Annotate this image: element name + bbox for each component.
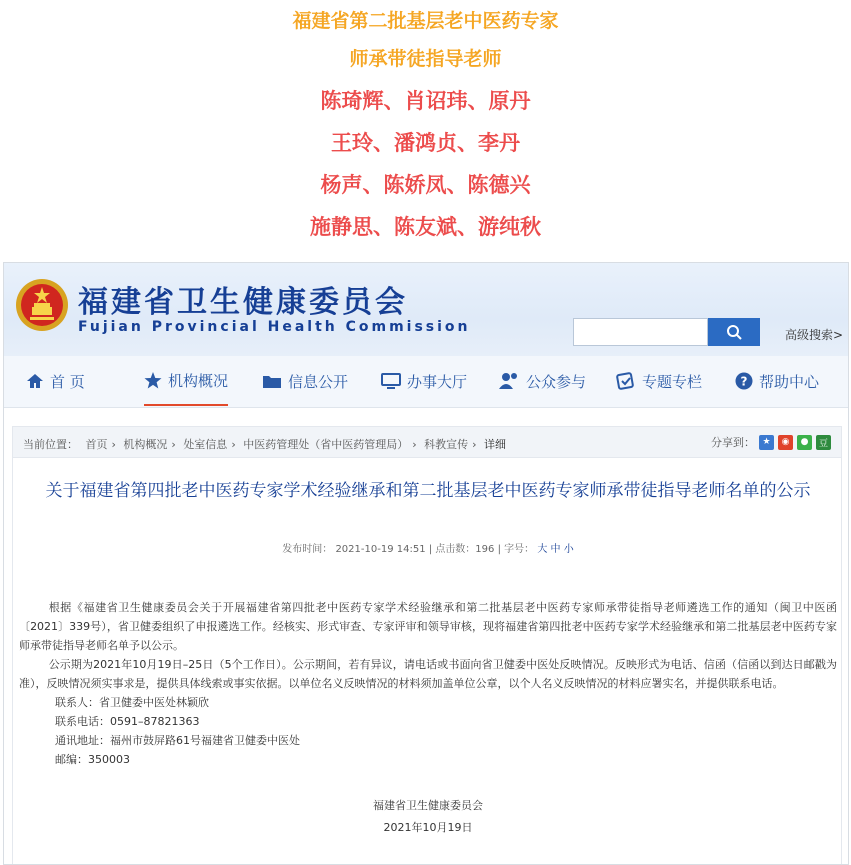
home-icon xyxy=(26,373,44,389)
breadcrumb-education[interactable]: 科教宣传 xyxy=(424,438,469,451)
font-small-button[interactable]: 小 xyxy=(563,544,574,555)
breadcrumb-home[interactable]: 首页 xyxy=(85,438,108,451)
search-button[interactable] xyxy=(708,318,760,346)
sign-org: 福建省卫生健康委员会 xyxy=(373,799,483,812)
article-body xyxy=(13,598,843,769)
font-medium-button[interactable]: 中 xyxy=(550,544,561,555)
paragraph-1: 根据《福建省卫生健康委员会关于开展福建省第四批老中医药专家学术经验继承和第二批基层老中医药专家师承带徒指导老师遴选工作的通知（闽卫中医函〔2021〕339号），省卫健委组织了申报遴选工作。经核实、形式审查、专家评审和领导审核，现将福建省第四批老中医药专家学术经验继承和第二批基层老中医药专家师承带徒指导老师名单予以公示。 xyxy=(19,601,837,652)
breadcrumb-prefix: 当前位置： xyxy=(23,438,78,451)
banner-names-2: 王玲、潘鸿贞、李丹 xyxy=(331,131,520,155)
contact-phone: 联系电话：0591–87821363 xyxy=(55,715,200,728)
search-input[interactable] xyxy=(573,318,708,346)
search-icon xyxy=(726,324,742,340)
article-container xyxy=(12,458,842,865)
breadcrumb-tcm-office[interactable]: 中医药管理处（省中医药管理局） xyxy=(243,438,409,451)
banner-names-4: 施静思、陈友斌、游纯秋 xyxy=(310,215,541,239)
banner-names-1: 陈琦辉、肖诏玮、原丹 xyxy=(320,89,531,113)
main-nav xyxy=(4,356,849,408)
wechat-share-icon[interactable]: ● xyxy=(797,435,812,450)
nav-info-label: 信息公开 xyxy=(288,372,349,391)
advanced-search-link[interactable]: 高级搜索> xyxy=(785,328,844,342)
font-large-button[interactable]: 大 xyxy=(537,544,548,555)
publish-date: 发布时间： 2021-10-19 14:51 xyxy=(282,544,426,555)
site-subtitle: Fujian Provincial Health Commission xyxy=(78,319,471,335)
help-icon xyxy=(735,372,753,390)
nav-service[interactable] xyxy=(381,356,467,406)
article-title: 关于福建省第四批老中医药专家学术经验继承和第二批基层老中医药专家师承带徒指导老师名单的公示 xyxy=(45,481,811,501)
font-size-label: 字号： xyxy=(504,544,535,555)
paragraph-2: 公示期为2021年10月19日–25日（5个工作日）。公示期间，若有异议，请电话或书面向省卫健委中医处反映情况。反映形式为电话、信函（信函以到达日邮戳为准），反映情况须实事求是，提供具体线索或事实依据。以单位名义反映情况的材料须加盖单位公章，以个人名义反映情况的材料应署实名，并提供联系电话。 xyxy=(19,658,837,690)
topic-icon xyxy=(616,372,636,390)
breadcrumb-about[interactable]: 机构概况 xyxy=(123,438,168,451)
signoff xyxy=(13,795,843,839)
breadcrumb: 当前位置： 首页 › 机构概况 › 处室信息 › 中医药管理处（省中医药管理局） › 科教宣传 › 详细 分享到： ★ ◉ ● 豆 xyxy=(12,426,842,458)
weibo-share-icon[interactable]: ◉ xyxy=(778,435,793,450)
monitor-icon xyxy=(381,373,401,390)
nav-participation[interactable] xyxy=(498,356,586,406)
banner-names-3: 杨声、陈娇凤、陈德兴 xyxy=(320,173,531,197)
star-icon xyxy=(144,372,162,389)
nav-home-label: 首 页 xyxy=(50,372,85,391)
nav-help-label: 帮助中心 xyxy=(759,372,820,391)
nav-about[interactable] xyxy=(144,356,228,406)
breadcrumb-departments[interactable]: 处室信息 xyxy=(183,438,228,451)
share-bar xyxy=(711,434,831,450)
article-meta: 发布时间： 2021-10-19 14:51 | 点击数：196 | 字号： 大 中 小 xyxy=(282,544,574,555)
national-emblem-icon xyxy=(14,277,70,333)
folder-icon xyxy=(262,374,282,389)
contact-zip: 邮编：350003 xyxy=(55,753,130,766)
breadcrumb-current: 详细 xyxy=(484,438,507,451)
nav-service-label: 办事大厅 xyxy=(407,372,468,391)
contact-person: 联系人：省卫健委中医处林颖欣 xyxy=(55,696,209,709)
site-title: 福建省卫生健康委员会 xyxy=(78,285,408,320)
svg-text:?: ? xyxy=(740,374,748,389)
banner-line-2: 师承带徒指导老师 xyxy=(349,48,502,70)
share-label: 分享到： xyxy=(711,436,755,449)
nav-topics[interactable] xyxy=(616,356,702,406)
people-icon xyxy=(498,372,520,390)
nav-topics-label: 专题专栏 xyxy=(642,372,703,391)
qzone-share-icon[interactable]: ★ xyxy=(759,435,774,450)
nav-info[interactable] xyxy=(262,356,348,406)
contact-address: 通讯地址：福州市鼓屏路61号福建省卫健委中医处 xyxy=(55,734,300,747)
nav-about-label: 机构概况 xyxy=(168,371,229,390)
sign-date: 2021年10月19日 xyxy=(383,821,473,834)
douban-share-icon[interactable]: 豆 xyxy=(816,435,831,450)
site-header xyxy=(4,263,849,356)
banner-line-1: 福建省第二批基层老中医药专家 xyxy=(292,10,559,32)
nav-help[interactable] xyxy=(735,356,819,406)
click-count: 点击数：196 xyxy=(435,544,495,555)
top-banner xyxy=(0,0,851,262)
nav-participation-label: 公众参与 xyxy=(526,372,587,391)
website-screenshot xyxy=(3,262,849,865)
nav-home[interactable] xyxy=(26,356,85,406)
